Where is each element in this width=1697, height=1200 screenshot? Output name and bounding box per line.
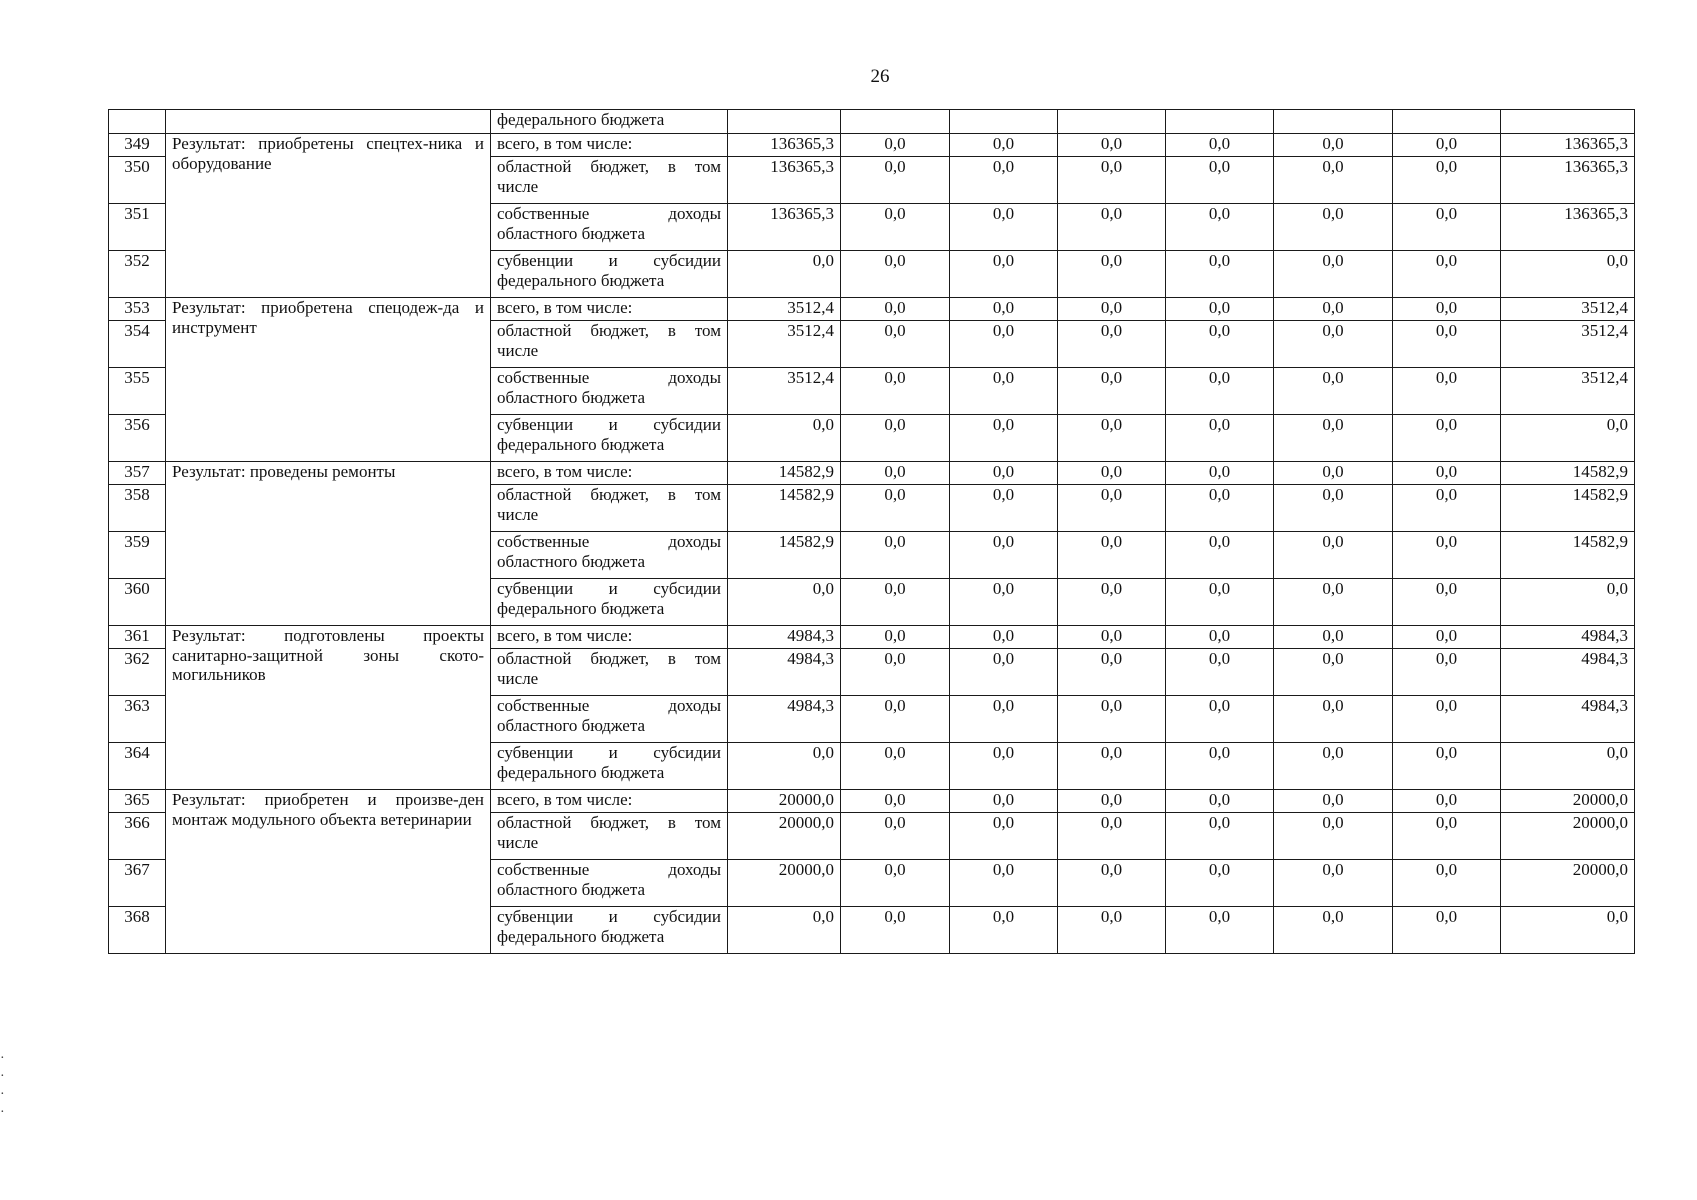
row-number-cell: 365 [109,790,166,813]
value-cell: 0,0 [950,251,1058,298]
funding-source-cell: субвенции и субсидии федерального бюджета [491,743,728,790]
value-cell: 0,0 [1274,368,1393,415]
value-cell: 0,0 [950,368,1058,415]
value-cell: 0,0 [1393,321,1501,368]
value-cell [841,110,950,134]
value-cell: 0,0 [1274,321,1393,368]
value-cell: 0,0 [1274,134,1393,157]
value-cell: 0,0 [950,462,1058,485]
result-cell: Результат: приобретен и произве-ден монтаж модульного объекта ветеринарии [166,790,491,954]
funding-source-cell: федерального бюджета [491,110,728,134]
funding-source-cell: субвенции и субсидии федерального бюджета [491,415,728,462]
total-value-cell: 4984,3 [1501,626,1635,649]
row-number-cell: 367 [109,860,166,907]
funding-source-cell: субвенции и субсидии федерального бюджета [491,251,728,298]
row-number-cell: 349 [109,134,166,157]
value-cell: 4984,3 [728,696,841,743]
value-cell: 0,0 [1166,134,1274,157]
value-cell: 0,0 [1274,462,1393,485]
funding-source-cell: областной бюджет, в том числе [491,485,728,532]
value-cell: 0,0 [950,860,1058,907]
value-cell: 0,0 [1058,790,1166,813]
value-cell: 0,0 [841,321,950,368]
total-value-cell: 0,0 [1501,743,1635,790]
value-cell: 0,0 [841,251,950,298]
value-cell: 0,0 [1166,485,1274,532]
value-cell: 3512,4 [728,298,841,321]
value-cell: 20000,0 [728,813,841,860]
total-value-cell: 14582,9 [1501,485,1635,532]
value-cell: 0,0 [1166,298,1274,321]
row-number-cell: 355 [109,368,166,415]
funding-source-cell: собственные доходы областного бюджета [491,860,728,907]
value-cell: 136365,3 [728,157,841,204]
value-cell: 0,0 [1274,415,1393,462]
margin-dot: · [0,1069,5,1084]
value-cell: 0,0 [1058,134,1166,157]
value-cell: 0,0 [841,907,950,954]
value-cell: 0,0 [1166,790,1274,813]
value-cell: 0,0 [1058,860,1166,907]
value-cell: 0,0 [1166,813,1274,860]
row-number-cell: 354 [109,321,166,368]
value-cell: 0,0 [950,907,1058,954]
value-cell: 0,0 [950,204,1058,251]
margin-dot: · [0,1105,5,1120]
value-cell: 0,0 [1166,321,1274,368]
result-cell: Результат: приобретена спецодеж-да и инструмент [166,298,491,462]
value-cell: 0,0 [1058,813,1166,860]
value-cell: 0,0 [1166,649,1274,696]
value-cell: 0,0 [1058,462,1166,485]
value-cell: 0,0 [1058,485,1166,532]
value-cell: 0,0 [1274,579,1393,626]
value-cell: 14582,9 [728,485,841,532]
total-value-cell: 3512,4 [1501,321,1635,368]
value-cell [1393,110,1501,134]
value-cell: 0,0 [1058,157,1166,204]
value-cell: 0,0 [841,134,950,157]
total-value-cell: 136365,3 [1501,204,1635,251]
value-cell: 0,0 [1058,907,1166,954]
value-cell: 3512,4 [728,321,841,368]
funding-source-cell: всего, в том числе: [491,626,728,649]
value-cell: 0,0 [1274,743,1393,790]
funding-source-cell: областной бюджет, в том числе [491,649,728,696]
value-cell: 14582,9 [728,462,841,485]
result-cell [166,110,491,134]
row-number-cell: 361 [109,626,166,649]
value-cell: 0,0 [1393,907,1501,954]
row-number-cell: 352 [109,251,166,298]
row-number-cell: 351 [109,204,166,251]
value-cell: 0,0 [950,813,1058,860]
value-cell: 0,0 [1393,204,1501,251]
value-cell: 0,0 [1166,532,1274,579]
page-number: 26 [870,66,890,87]
result-cell: Результат: приобретены спецтех-ника и оборудование [166,134,491,298]
value-cell: 0,0 [1166,368,1274,415]
funding-source-cell: собственные доходы областного бюджета [491,368,728,415]
value-cell: 0,0 [841,532,950,579]
value-cell: 0,0 [1058,251,1166,298]
funding-source-cell: собственные доходы областного бюджета [491,532,728,579]
row-number-cell: 364 [109,743,166,790]
table-row [109,298,1635,321]
value-cell: 0,0 [1058,532,1166,579]
value-cell: 0,0 [1166,696,1274,743]
value-cell: 0,0 [841,298,950,321]
value-cell: 0,0 [1393,298,1501,321]
value-cell: 0,0 [1393,415,1501,462]
row-number-cell [109,110,166,134]
row-number-cell: 350 [109,157,166,204]
funding-source-cell: субвенции и субсидии федерального бюджета [491,907,728,954]
value-cell [950,110,1058,134]
value-cell: 0,0 [1166,251,1274,298]
row-number-cell: 359 [109,532,166,579]
value-cell: 0,0 [841,860,950,907]
value-cell [1274,110,1393,134]
value-cell: 0,0 [1166,579,1274,626]
value-cell: 0,0 [1393,860,1501,907]
value-cell: 0,0 [841,204,950,251]
value-cell: 0,0 [1058,321,1166,368]
value-cell: 4984,3 [728,649,841,696]
total-value-cell: 0,0 [1501,415,1635,462]
value-cell: 0,0 [1058,579,1166,626]
value-cell: 0,0 [1393,157,1501,204]
row-number-cell: 363 [109,696,166,743]
value-cell: 0,0 [950,696,1058,743]
total-value-cell: 4984,3 [1501,696,1635,743]
value-cell: 0,0 [1274,696,1393,743]
value-cell: 0,0 [1274,204,1393,251]
total-value-cell: 3512,4 [1501,298,1635,321]
funding-source-cell: всего, в том числе: [491,298,728,321]
total-value-cell: 4984,3 [1501,649,1635,696]
value-cell: 0,0 [841,649,950,696]
value-cell: 0,0 [1393,134,1501,157]
value-cell: 0,0 [1166,415,1274,462]
margin-dot: · [0,1051,5,1066]
value-cell: 0,0 [1274,157,1393,204]
value-cell [728,110,841,134]
funding-source-cell: областной бюджет, в том числе [491,157,728,204]
value-cell: 0,0 [1393,813,1501,860]
margin-marks [0,1050,4,1122]
value-cell: 0,0 [1274,907,1393,954]
value-cell: 0,0 [950,485,1058,532]
value-cell: 0,0 [841,415,950,462]
value-cell: 0,0 [1058,204,1166,251]
table-body [109,110,1635,954]
total-value-cell: 0,0 [1501,907,1635,954]
value-cell: 0,0 [1393,368,1501,415]
value-cell: 0,0 [1393,579,1501,626]
value-cell [1058,110,1166,134]
row-number-cell: 366 [109,813,166,860]
value-cell: 0,0 [1274,532,1393,579]
value-cell: 0,0 [950,579,1058,626]
value-cell: 0,0 [1393,743,1501,790]
table-row [109,790,1635,813]
row-number-cell: 358 [109,485,166,532]
row-number-cell: 356 [109,415,166,462]
value-cell [1501,110,1635,134]
value-cell: 0,0 [1166,907,1274,954]
value-cell: 0,0 [841,157,950,204]
value-cell: 0,0 [1166,743,1274,790]
value-cell: 0,0 [1393,696,1501,743]
value-cell: 0,0 [1274,251,1393,298]
value-cell: 20000,0 [728,790,841,813]
value-cell: 0,0 [1058,649,1166,696]
value-cell: 0,0 [950,626,1058,649]
table-row [109,626,1635,649]
value-cell: 0,0 [950,157,1058,204]
total-value-cell: 136365,3 [1501,157,1635,204]
funding-source-cell: всего, в том числе: [491,790,728,813]
value-cell: 0,0 [841,485,950,532]
total-value-cell: 0,0 [1501,251,1635,298]
funding-source-cell: областной бюджет, в том числе [491,321,728,368]
value-cell: 0,0 [1058,415,1166,462]
value-cell: 0,0 [1058,626,1166,649]
total-value-cell: 14582,9 [1501,462,1635,485]
value-cell: 0,0 [950,532,1058,579]
value-cell: 0,0 [1274,626,1393,649]
value-cell: 0,0 [728,579,841,626]
funding-source-cell: всего, в том числе: [491,462,728,485]
margin-dot: · [0,1087,5,1102]
value-cell: 0,0 [841,462,950,485]
value-cell: 0,0 [841,743,950,790]
funding-source-cell: собственные доходы областного бюджета [491,696,728,743]
total-value-cell: 20000,0 [1501,860,1635,907]
value-cell: 0,0 [841,626,950,649]
value-cell: 0,0 [950,790,1058,813]
value-cell: 0,0 [1274,813,1393,860]
row-number-cell: 353 [109,298,166,321]
value-cell: 0,0 [1393,790,1501,813]
value-cell: 0,0 [1274,298,1393,321]
value-cell: 0,0 [1166,157,1274,204]
result-cell: Результат: проведены ремонты [166,462,491,626]
value-cell: 0,0 [1274,485,1393,532]
total-value-cell: 20000,0 [1501,813,1635,860]
total-value-cell: 20000,0 [1501,790,1635,813]
value-cell: 0,0 [1274,860,1393,907]
value-cell: 0,0 [841,790,950,813]
row-number-cell: 360 [109,579,166,626]
value-cell: 136365,3 [728,204,841,251]
total-value-cell: 14582,9 [1501,532,1635,579]
value-cell: 4984,3 [728,626,841,649]
row-number-cell: 362 [109,649,166,696]
value-cell: 0,0 [950,321,1058,368]
row-number-cell: 357 [109,462,166,485]
value-cell: 0,0 [1058,298,1166,321]
value-cell: 0,0 [1393,251,1501,298]
value-cell: 0,0 [1393,485,1501,532]
value-cell [1166,110,1274,134]
value-cell: 0,0 [950,743,1058,790]
value-cell: 0,0 [1393,532,1501,579]
total-value-cell: 136365,3 [1501,134,1635,157]
value-cell: 0,0 [841,813,950,860]
value-cell: 0,0 [728,251,841,298]
value-cell: 0,0 [841,579,950,626]
total-value-cell: 3512,4 [1501,368,1635,415]
value-cell: 0,0 [1393,626,1501,649]
row-number-cell: 368 [109,907,166,954]
value-cell: 0,0 [1166,204,1274,251]
table-row [109,134,1635,157]
table-row [109,462,1635,485]
value-cell: 0,0 [1058,743,1166,790]
value-cell: 0,0 [950,415,1058,462]
value-cell: 14582,9 [728,532,841,579]
value-cell: 0,0 [950,649,1058,696]
funding-source-cell: субвенции и субсидии федерального бюджета [491,579,728,626]
value-cell: 0,0 [1393,462,1501,485]
value-cell: 0,0 [1393,649,1501,696]
value-cell: 0,0 [728,415,841,462]
value-cell: 0,0 [950,298,1058,321]
value-cell: 0,0 [728,743,841,790]
result-cell: Результат: подготовлены проекты санитарно-защитной зоны ското-могильников [166,626,491,790]
value-cell: 0,0 [1166,462,1274,485]
table-row-continuation [109,110,1635,134]
funding-source-cell: областной бюджет, в том числе [491,813,728,860]
value-cell: 20000,0 [728,860,841,907]
funding-source-cell: всего, в том числе: [491,134,728,157]
value-cell: 3512,4 [728,368,841,415]
value-cell: 0,0 [1274,790,1393,813]
value-cell: 0,0 [1166,860,1274,907]
funding-source-cell: собственные доходы областного бюджета [491,204,728,251]
total-value-cell: 0,0 [1501,579,1635,626]
value-cell: 0,0 [841,696,950,743]
value-cell: 0,0 [950,134,1058,157]
value-cell: 0,0 [1274,649,1393,696]
value-cell: 0,0 [1058,696,1166,743]
value-cell: 0,0 [1058,368,1166,415]
value-cell: 0,0 [841,368,950,415]
value-cell: 0,0 [1166,626,1274,649]
budget-table [108,109,1635,954]
value-cell: 0,0 [728,907,841,954]
value-cell: 136365,3 [728,134,841,157]
